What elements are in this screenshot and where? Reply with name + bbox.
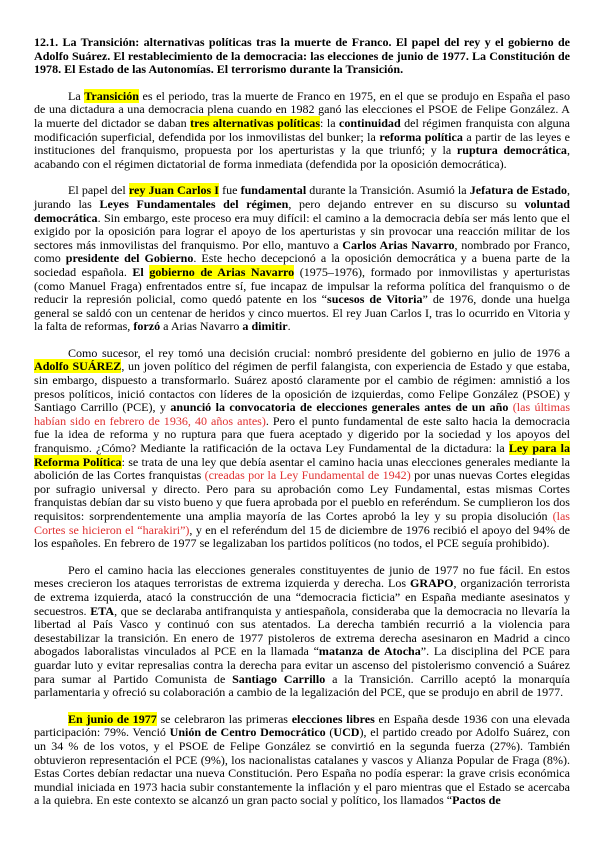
- bold-term: a dimitir: [242, 319, 288, 334]
- bold-term: sucesos de Vitoria: [327, 292, 423, 307]
- text-run: en España desde 1936 con una elevada participación: 79%. Venció: [34, 711, 570, 740]
- text-run: fue: [218, 183, 241, 198]
- bold-term: Carlos Arias Navarro: [342, 237, 455, 252]
- text-run: . Este hecho decepcionó a la oposición democrática y a buena parte de la sociedad española.: [34, 251, 570, 279]
- red-note: (las Cortes se hicieron el “harakiri”): [34, 509, 570, 537]
- bold-term: presidente del Gobierno: [65, 251, 194, 266]
- text-run: , acabando con el régimen dictatorial de forma inmediata (defendida por la oposición democrática).: [34, 143, 570, 171]
- highlighted-term: En junio de 1977: [68, 711, 157, 726]
- text-run: a partir de las leyes e instituciones del franquismo, propuesta por los aperturistas y la que triunfó; y la: [34, 129, 571, 158]
- text-run: La: [68, 88, 85, 103]
- text-run: Como sucesor, el rey tomó una decisión crucial: nombró presidente del gobierno en julio de 1976 a: [68, 345, 570, 360]
- text-run: durante la Transición. Asumió la: [306, 183, 470, 198]
- text-run: . Pero el punto fundamental de este salto hacia la democracia fue la idea de reforma y no ruptura para que fuera aceptado y digerido por la sociedad y los apoyos del franquismo. ¿Cómo? Mediante la ratificación de la octava Ley Fundamental de la dictadura: la: [34, 413, 570, 456]
- paragraph-elecciones-1977: [34, 713, 570, 808]
- highlighted-term: gobierno de Arias Navarro: [149, 264, 295, 279]
- text-run: se celebraron las primeras: [156, 711, 292, 726]
- bold-term: GRAPO: [410, 576, 454, 591]
- text-run: , nombrado por Franco, como: [34, 237, 570, 266]
- paragraph-transicion-intro: [34, 90, 570, 172]
- bold-term: Unión de Centro Democrático: [169, 725, 326, 740]
- text-run: , un joven político del régimen de perfil falangista, con experiencia de Estado y que estaba, sin embargo, dispuesto a transformarlo. Suárez apostó claramente por el cambio de régimen: amnistió a los presos políticos, inició contactos con líderes de la oposición de izquierdas, como Felipe González (PSOE) y Santiago Carrillo (PCE), y: [34, 359, 570, 415]
- text-run: : se trata de una ley que debía asentar el camino hacia unas elecciones generales mediante la abolición de las Cortes franquistas: [34, 454, 570, 483]
- highlighted-term: rey Juan Carlos I: [128, 183, 219, 198]
- bold-term: UCD: [333, 725, 360, 740]
- bold-term: ETA: [90, 603, 115, 618]
- section-heading: 12.1. La Transición: alternativas políticas tras la muerte de Franco. El papel del rey y el gobierno de Adolfo Suárez. El restablecimiento de la democracia: las elecciones de junio de 1977. La Constitución de 1978. El Estado de las Autonomías. El terrorismo durante la Transición.: [34, 35, 570, 77]
- document-page: [34, 36, 570, 821]
- text-run: ”. La disciplina del PCE para guardar luto y evitar represalias contra la derecha para evitar un ascenso del pistolerismo convenció a Suárez para sumar al Partido Comunista de: [34, 644, 570, 686]
- paragraph-terrorismo: [34, 564, 570, 700]
- bold-term: El: [132, 264, 150, 279]
- bold-term: elecciones libres: [291, 711, 375, 726]
- red-note: (las últimas habían sido en febrero de 1936, 40 años antes): [34, 400, 571, 428]
- highlighted-term: Ley para la Reforma Política: [34, 441, 570, 469]
- text-run: : la: [320, 115, 340, 130]
- bold-term: continuidad: [339, 115, 401, 130]
- text-run: ), el partido creado por Adolfo Suárez, con un 34 % de los votos, y el PSOE de Felipe González se convirtió en la segunda fuerza (27%). También obtuvieron representación el PCE (9%), los nacionalistas catalanes y vascos y Alianza Popular de Fraga (8%). Estas Cortes debían redactar una nueva Constitución. Pero España no podía esperar: la grave crisis económica mundial iniciada en 1973 hacia subir constantemente la inflación y el paro mientras que el Estado se acercaba a la quiebra. En este contexto se alcanzó un gran pacto social y político, los llamados “: [34, 725, 570, 808]
- text-run: ” de 1976, donde una huelga general se saldó con un centenar de heridos y cinco muertos. El rey Juan Carlos I, tras lo ocurrido en Vitoria y la falta de reformas,: [34, 292, 571, 334]
- paragraph-adolfo-suarez: [34, 347, 570, 551]
- bold-term: ruptura democrática: [456, 143, 567, 158]
- highlighted-term: Adolfo SUÁREZ: [34, 359, 122, 374]
- text-run: , organización terrorista de extrema izquierda, atacó la construcción de una “democracia ficticia” en España mediante asesinatos y secuestros.: [34, 576, 570, 618]
- text-run: , jurando las: [34, 183, 571, 211]
- text-run: . Sin embargo, este proceso era muy difícil: el camino a la democracia debía ser más lento que el exigido por la oposición para lograr el apoyo de los aperturistas y sin provocar una reacción militar de los sectores más inmovilistas del franquismo. Por ello, mantuvo a: [34, 210, 570, 252]
- text-run: (: [325, 725, 334, 740]
- text-run: , pero dejando entrever en su discurso su: [288, 196, 525, 211]
- paragraph-papel-del-rey: [34, 184, 570, 334]
- bold-term: forzó: [133, 319, 161, 334]
- bold-term: fundamental: [240, 183, 307, 198]
- text-run: .: [287, 319, 291, 334]
- red-note: (creadas por la Ley Fundamental de 1942): [204, 468, 411, 483]
- bold-term: anunció la convocatoria de elecciones generales antes de un año: [170, 400, 509, 415]
- highlighted-term: tres alternativas políticas: [190, 115, 321, 130]
- text-run: , y en el referéndum del 15 de diciembre de 1976 recibió el apoyo del 94% de los españoles. En febrero de 1977 se legalizaban los partidos políticos (no todos, el PCE seguía prohibido).: [34, 522, 570, 551]
- highlighted-term: Transición: [84, 88, 139, 103]
- text-run: es el periodo, tras la muerte de Franco en 1975, en el que se produjo en España el paso de una dictadura a una democracia plena cuando en 1982 ganó las elecciones el PSOE de Felipe González. A la muerte del dictador se daban: [34, 88, 571, 130]
- bold-term: Leyes Fundamentales del régimen: [99, 196, 289, 211]
- text-run: El papel del: [68, 183, 129, 198]
- text-run: a Arias Navarro: [160, 319, 243, 334]
- bold-term: Pactos de: [452, 793, 501, 808]
- bold-term: reforma política: [379, 129, 463, 144]
- text-run: , que se declaraba antifranquista y antiespañola, consideraba que la democracia no llevaría la libertad al País Vasco y continuó con sus atentados. La derecha también recurrió a la violencia para desestabilizar la transición. En enero de 1977 pistoleros de extrema derecha asesinaron en Madrid a cinco abogados laboralistas vinculados al PCE en la llamada “: [34, 603, 570, 659]
- text-run: (1975–1976), formado por inmovilistas y aperturistas (como Manuel Fraga) enfrentados entre sí, fue incapaz de impulsar la reforma política del franquismo o de reducir la represión policial, como quedó patente en los “: [34, 264, 570, 307]
- text-run: por unas nuevas Cortes elegidas por sufragio universal y directo. Pero para su aprobación como Ley Fundamental, estas mismas Cortes franquistas debían dar su visto bueno y que fuera aprobada por el pueblo en referéndum. Se cumplieron los dos requisitos: sorprendentemente una amplia mayoría de las Cortes aprobó la ley y su propia disolución: [34, 468, 570, 523]
- bold-term: Santiago Carrillo: [232, 671, 326, 686]
- bold-term: Jefatura de Estado: [469, 183, 567, 198]
- text-run: del régimen franquista con alguna modificación superficial, defendida por los inmovilistas del bunker; la: [34, 115, 570, 144]
- text-run: Pero el camino hacia las elecciones generales constituyentes de junio de 1977 no fue fácil. En estos meses crecieron los ataques terroristas de extrema izquierda y derecha. Los: [34, 562, 570, 591]
- bold-term: matanza de Atocha: [318, 644, 421, 659]
- bold-term: voluntad democrática: [34, 196, 570, 225]
- text-run: a la Transición. Carrillo aceptó la monarquía parlamentaria y ofreció su colaboración a cambio de la legalización del PCE, que se produjo en abril de 1977.: [34, 671, 570, 700]
